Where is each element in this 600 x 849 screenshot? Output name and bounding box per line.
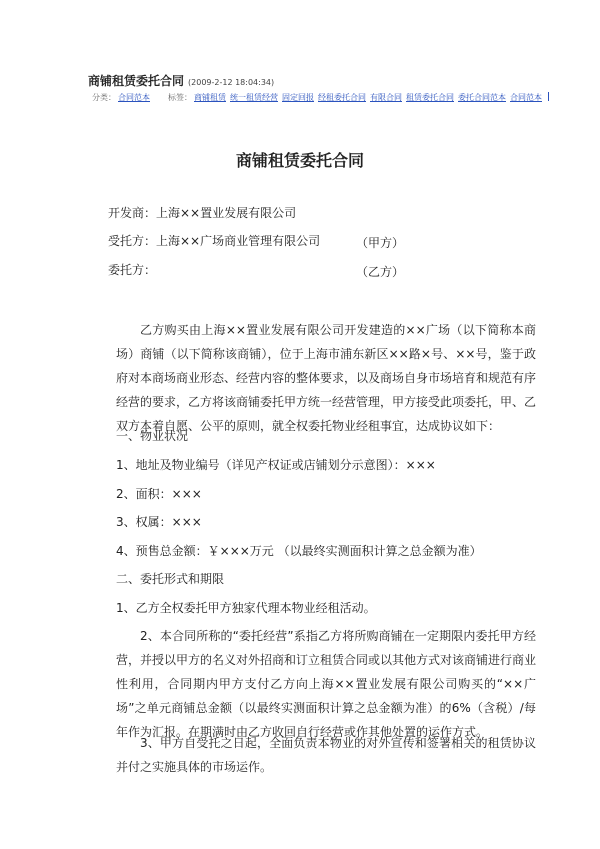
section-1-item: 4、预售总金额：￥×××万元 （以最终实测面积计算之总金额为准） <box>116 544 482 558</box>
tag-link[interactable]: 委托合同范本 <box>458 93 506 102</box>
category-link[interactable]: 合同范本 <box>118 93 150 102</box>
party-trustee: 受托方：上海××广场商业管理有限公司 <box>108 234 321 248</box>
tag-link[interactable]: 租赁委托合同 <box>406 93 454 102</box>
party-client: 委托方： <box>108 263 157 277</box>
section-2-item: 1、乙方全权委托甲方独家代理本物业经租活动。 <box>116 601 376 615</box>
section-2-item-paragraph: 2、本合同所称的“委托经营”系指乙方将所购商铺在一定期限内委托甲方经营，并授以甲方的名义对外招商和订立租赁合同或以其他方式对该商铺进行商业性利用，合同期内甲方支付乙方向上海××置业发展有限公司购买的“××广场”之单元商铺总金额（以最终实测面积计算之总金额为准）的6%（含税）/每年作为汇报。在期满时由乙方收回自行经营或作其他处置的运作方式。 <box>116 629 537 739</box>
section-1-item: 3、权属：××× <box>116 515 202 529</box>
party-client-tag: （乙方） <box>356 265 405 279</box>
section-2-item-paragraph: 3、甲方自受托之日起，全面负责本物业的对外宣传和签署相关的租赁协议并付之实施具体的市场运作。 <box>116 736 536 774</box>
section-1-item: 1、地址及物业编号（详见产权证或店铺划分示意图）：××× <box>116 458 436 472</box>
blog-post-title <box>88 72 274 89</box>
document-title: 商铺租赁委托合同 <box>235 151 364 170</box>
category-label: 分类： <box>92 93 116 102</box>
tag-link[interactable]: 有限合同 <box>370 93 402 102</box>
tag-link[interactable]: 商铺租赁 <box>194 93 226 102</box>
tags-end-marker <box>548 92 549 101</box>
tags-label: 标签： <box>168 93 192 102</box>
tag-link[interactable]: 合同范本 <box>510 93 542 102</box>
tag-link[interactable]: 经租委托合同 <box>318 93 366 102</box>
section-1-title: 一、物业状况 <box>116 429 189 443</box>
tag-link[interactable]: 统一租赁经营 <box>230 93 278 102</box>
party-developer: 开发商：上海××置业发展有限公司 <box>108 206 297 220</box>
section-1-item: 2、面积：××× <box>116 487 202 501</box>
section-2-title: 二、委托形式和期限 <box>116 572 225 586</box>
post-meta <box>92 92 549 103</box>
blog-post-title-text: 商铺租赁委托合同 <box>88 74 185 88</box>
tag-link[interactable]: 固定回报 <box>282 93 314 102</box>
party-trustee-tag: （甲方） <box>356 236 405 250</box>
post-timestamp: (2009-2-12 18:04:34) <box>188 78 275 87</box>
intro-paragraph: 乙方购买由上海××置业发展有限公司开发建造的××广场（以下简称本商场）商铺（以下简称该商铺），位于上海市浦东新区××路×号、××号，鉴于政府对本商场商业形态、经营内容的整体要求，以及商场自身市场培育和规范有序经营的要求，乙方将该商铺委托甲方统一经营管理，甲方接受此项委托，甲、乙双方本着自愿、公平的原则，就全权委托物业经租事宜，达成协议如下： <box>116 323 537 433</box>
